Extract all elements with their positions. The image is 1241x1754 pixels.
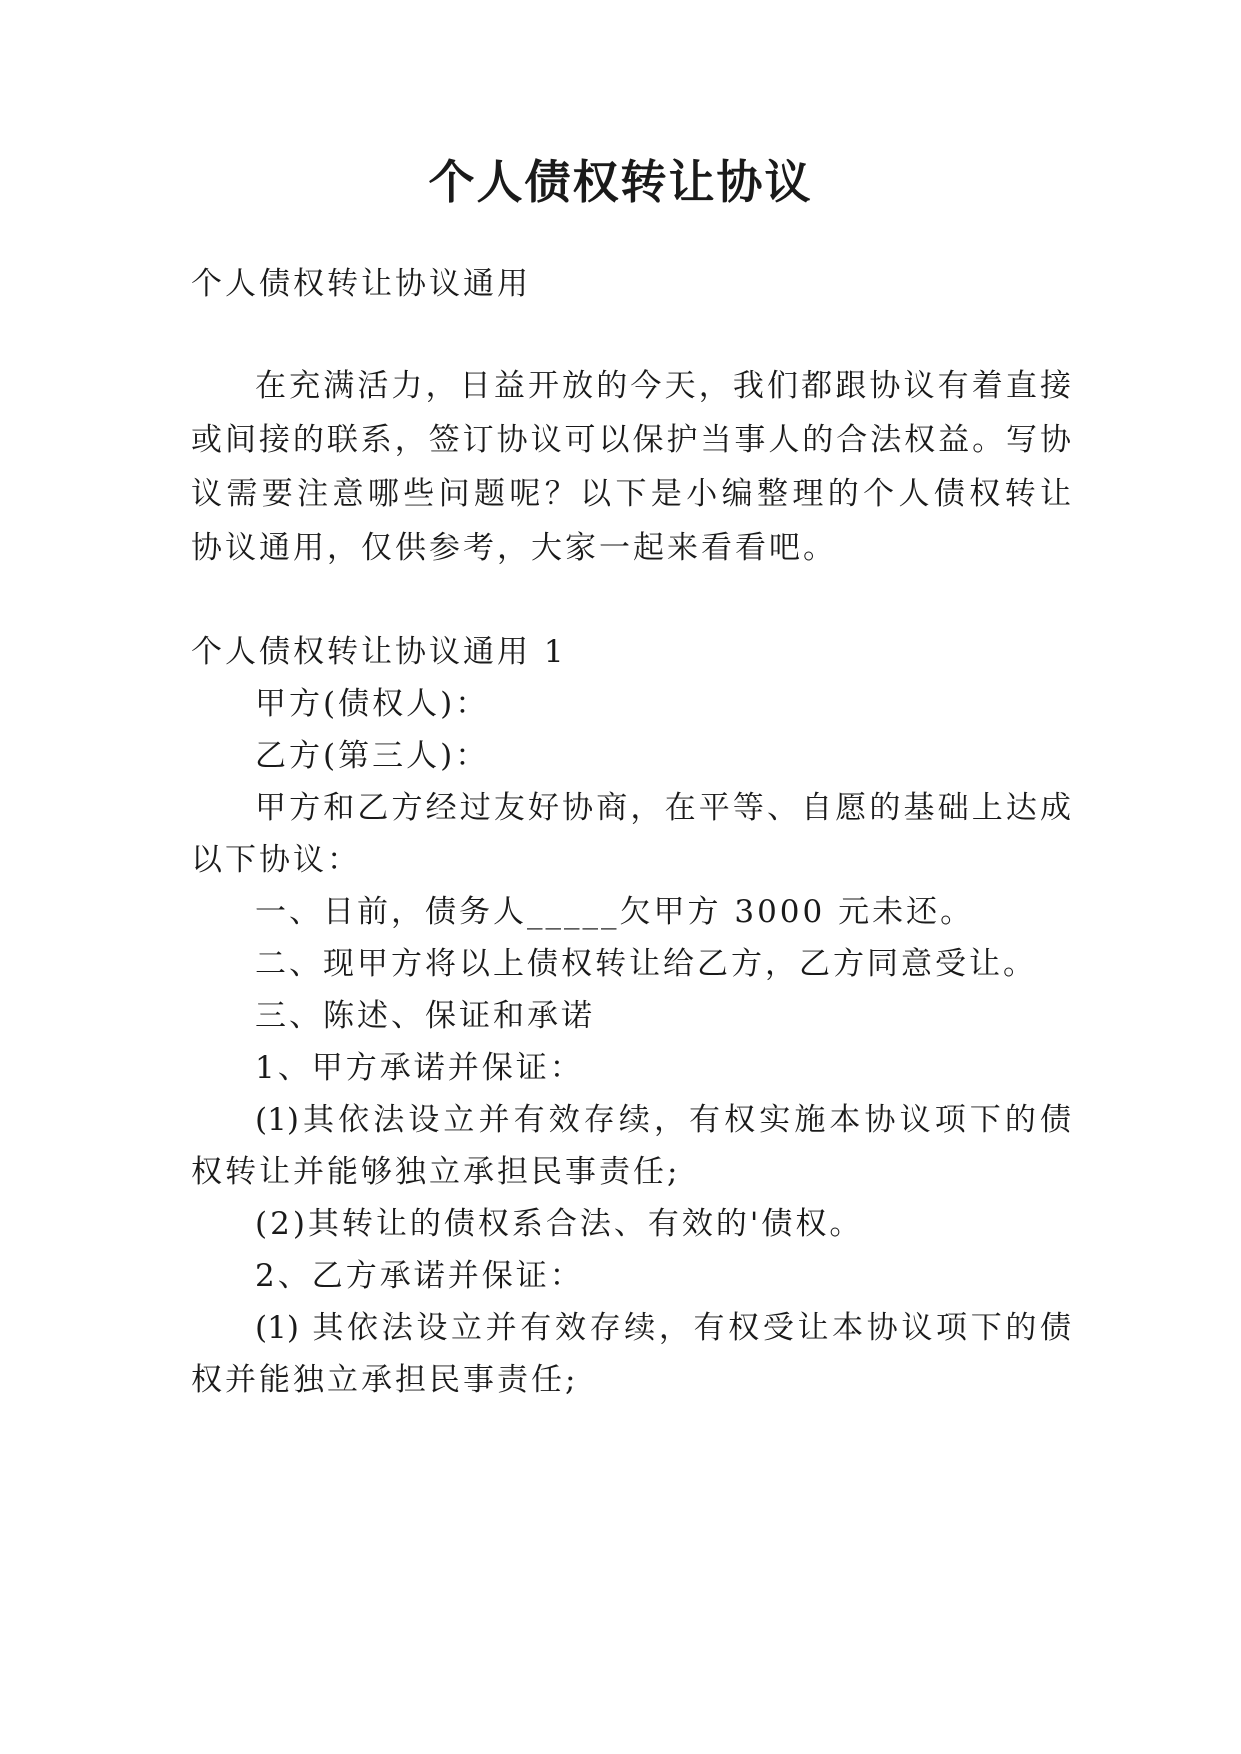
document-subtitle: 个人债权转让协议通用 — [191, 266, 531, 302]
agreement-preamble-line: 甲方和乙方经过友好协商，在平等、自愿的基础上达成 — [255, 790, 1071, 826]
section-heading: 个人债权转让协议通用 1 — [191, 634, 567, 670]
party-a-undertaking-item: (1)其依法设立并有效存续，有权实施本协议项下的债 — [255, 1102, 1071, 1138]
party-b-line: 乙方(第三人)： — [255, 738, 490, 774]
intro-paragraph-line: 或间接的联系，签订协议可以保护当事人的合法权益。写协 — [191, 422, 1071, 458]
intro-paragraph-line: 议需要注意哪些问题呢？以下是小编整理的个人债权转让 — [191, 476, 1071, 512]
party-b-undertaking-heading: 2、乙方承诺并保证： — [255, 1258, 584, 1294]
party-a-undertaking-heading: 1、甲方承诺并保证： — [255, 1050, 584, 1086]
agreement-preamble-line: 以下协议： — [191, 842, 361, 878]
party-a-undertaking-item: 权转让并能够独立承担民事责任; — [191, 1154, 681, 1190]
party-b-undertaking-item: 权并能独立承担民事责任; — [191, 1362, 579, 1398]
clause-one: 一、日前，债务人_____欠甲方 3000 元未还。 — [255, 894, 975, 930]
document-title: 个人债权转让协议 — [428, 155, 813, 209]
clause-three-heading: 三、陈述、保证和承诺 — [255, 998, 595, 1034]
party-a-line: 甲方(债权人)： — [255, 686, 490, 722]
intro-paragraph-line: 在充满活力，日益开放的今天，我们都跟协议有着直接 — [255, 368, 1071, 404]
party-b-undertaking-item: (1) 其依法设立并有效存续，有权受让本协议项下的债 — [255, 1310, 1071, 1346]
intro-paragraph-line: 协议通用，仅供参考，大家一起来看看吧。 — [191, 530, 837, 566]
clause-two: 二、现甲方将以上债权转让给乙方，乙方同意受让。 — [255, 946, 1037, 982]
party-a-undertaking-item: (2)其转让的债权系合法、有效的'债权。 — [255, 1206, 864, 1242]
